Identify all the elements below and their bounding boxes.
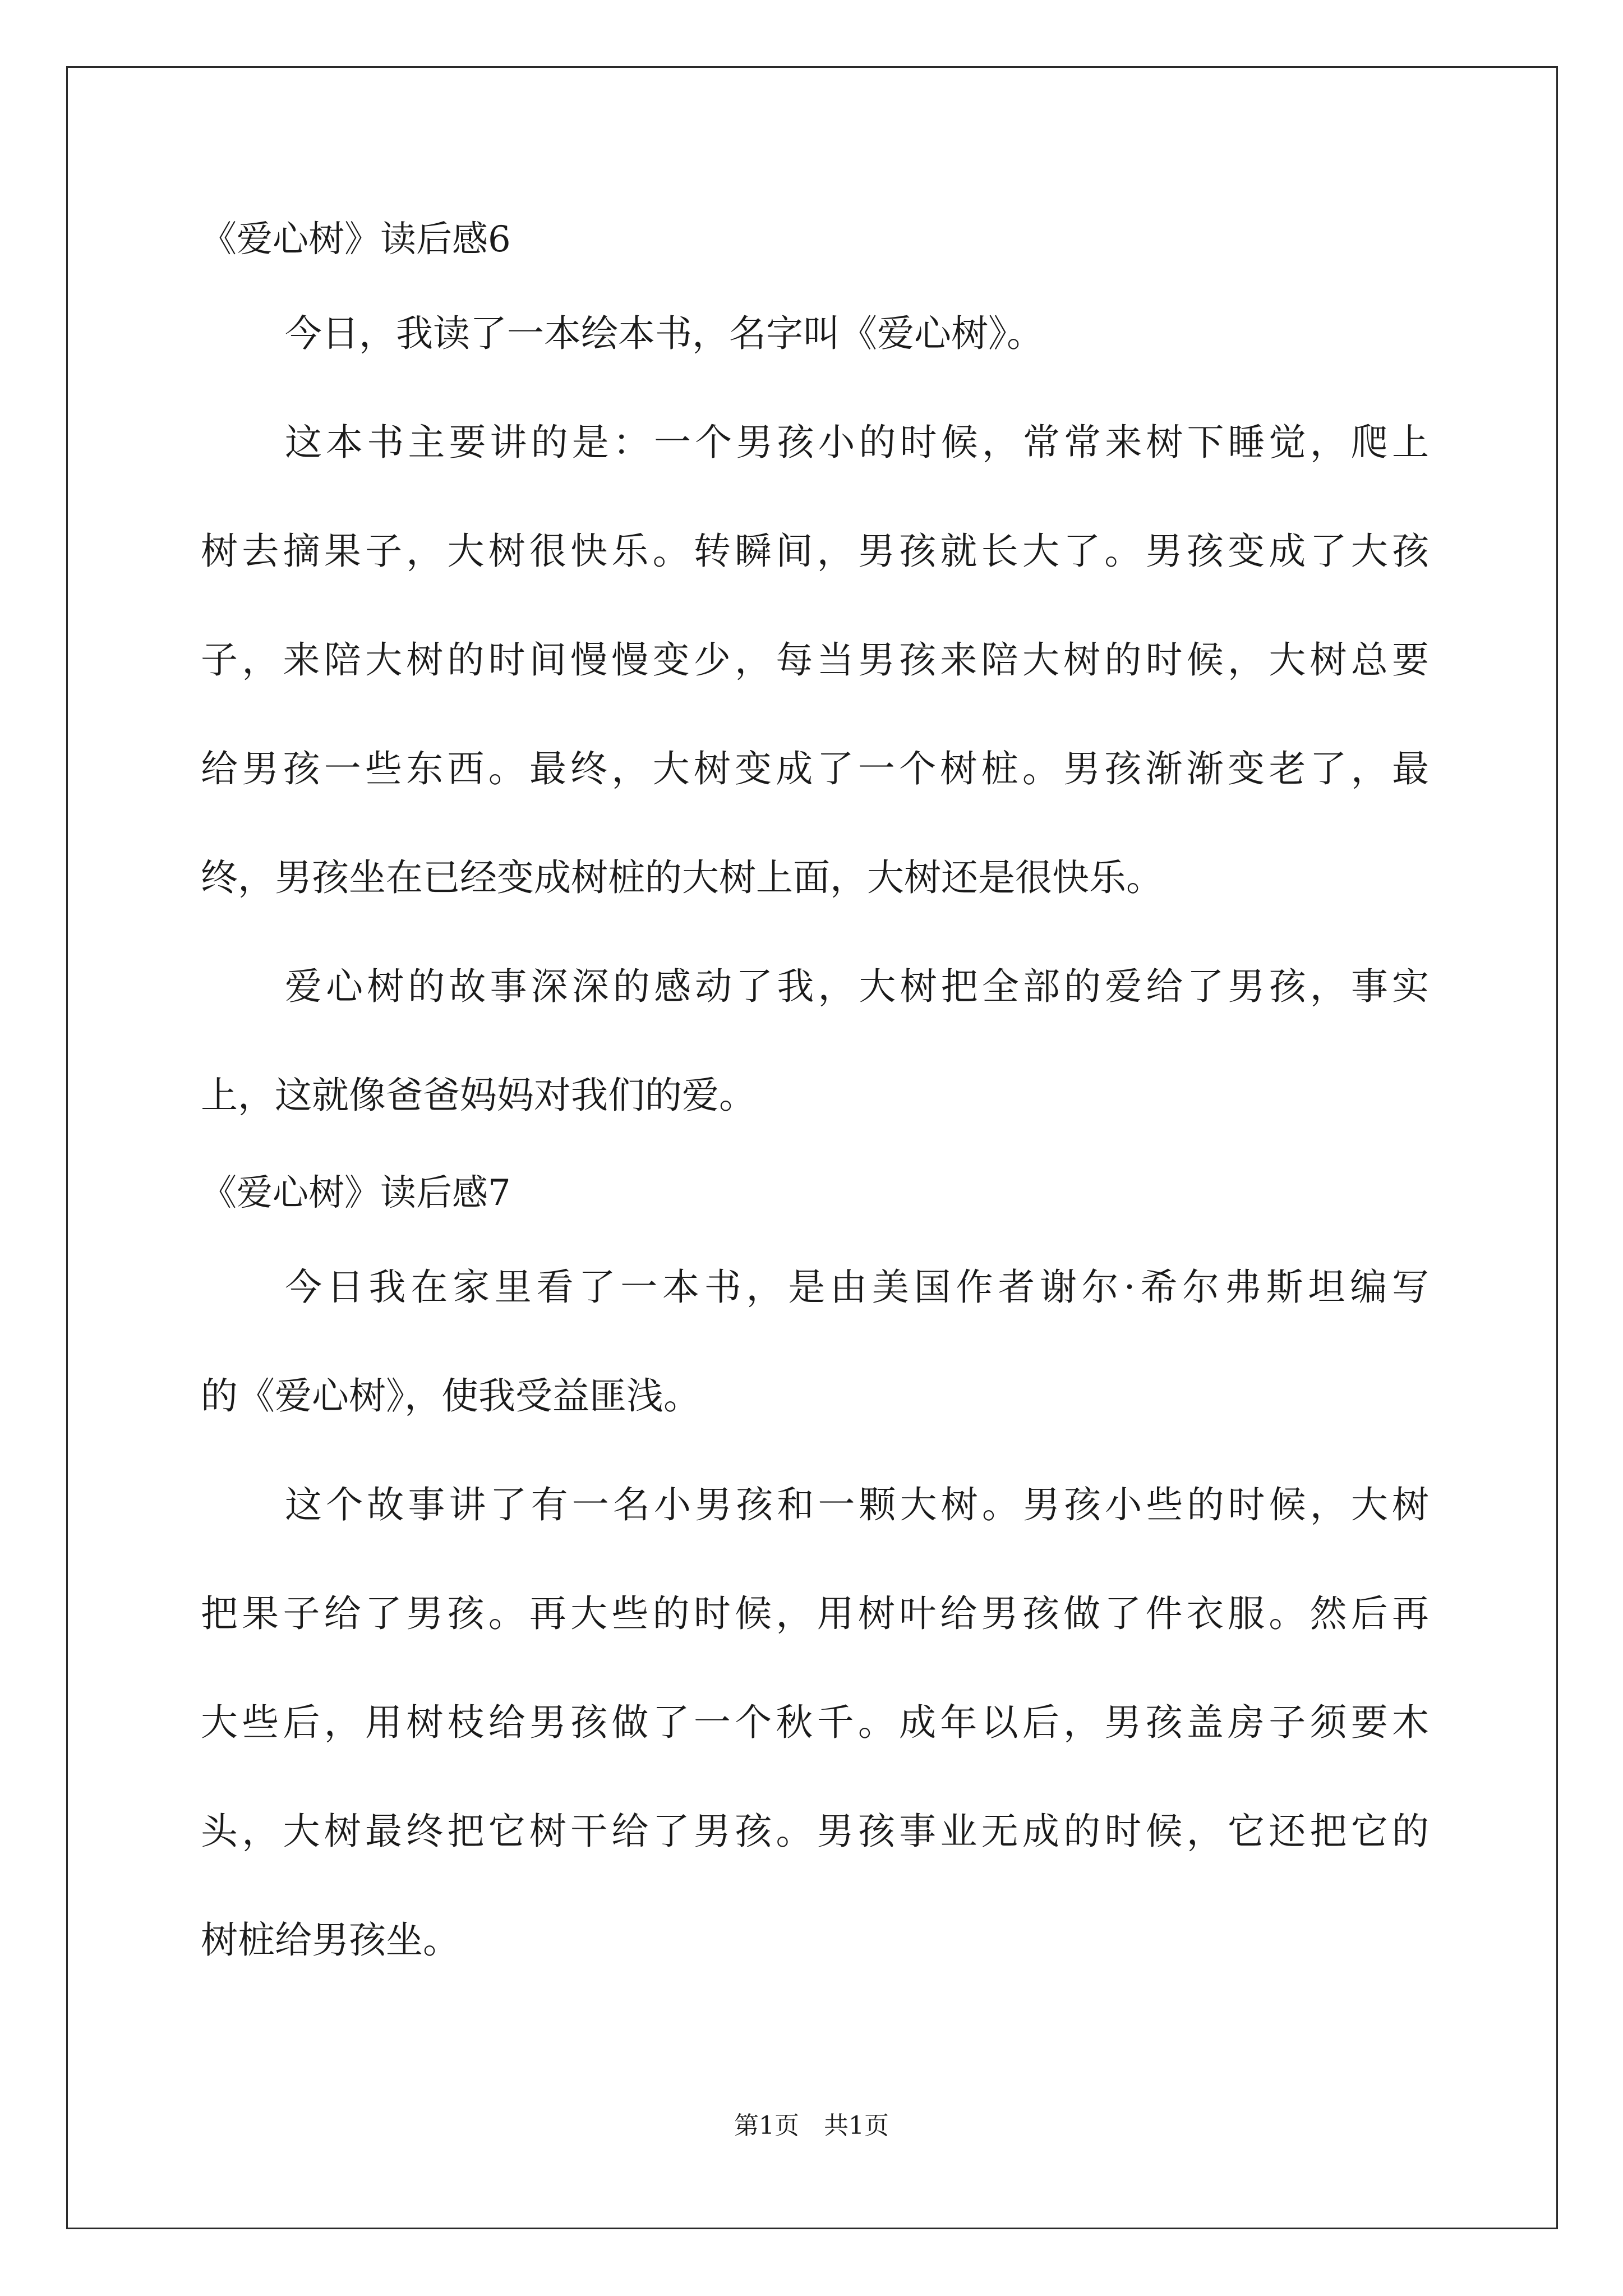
- text-line: 这本书主要讲的是：一个男孩小的时候，常常来树下睡觉，爬上: [285, 421, 1429, 464]
- document-body: [201, 213, 1429, 2023]
- section-6-paragraph-3: [201, 960, 1429, 1122]
- section-6-paragraph-2: [201, 416, 1429, 904]
- text-line: 终，男孩坐在已经变成树桩的大树上面，大树还是很快乐。: [201, 856, 1163, 899]
- text-line: 今日，我读了一本绘本书，名字叫《爱心树》。: [285, 312, 1044, 355]
- text-line: 把果子给了男孩。再大些的时候，用树叶给男孩做了件衣服。然后再: [201, 1592, 1429, 1635]
- section-7-heading: 《爱心树》读后感7: [201, 1172, 511, 1214]
- text-line: 树桩给男孩坐。: [201, 1918, 460, 1962]
- text-line: 的《爱心树》，使我受益匪浅。: [201, 1374, 700, 1418]
- text-line: 给男孩一些东西。最终，大树变成了一个树桩。男孩渐渐变老了，最: [201, 747, 1429, 790]
- section-7-paragraph-2: [201, 1479, 1429, 1967]
- section-6-heading: 《爱心树》读后感6: [201, 219, 511, 260]
- text-line: 大些后，用树枝给男孩做了一个秋千。成年以后，男孩盖房子须要木: [201, 1701, 1429, 1744]
- page-number-footer: 第1页 共1页: [734, 2111, 889, 2140]
- text-line: 这个故事讲了有一名小男孩和一颗大树。男孩小些的时候，大树: [285, 1483, 1429, 1526]
- text-line: 爱心树的故事深深的感动了我，大树把全部的爱给了男孩，事实: [285, 965, 1429, 1008]
- text-line: 树去摘果子，大树很快乐。转瞬间，男孩就长大了。男孩变成了大孩: [201, 530, 1429, 573]
- text-line: 头，大树最终把它树干给了男孩。男孩事业无成的时候，它还把它的: [201, 1810, 1429, 1853]
- section-6-paragraph-1: [201, 307, 1429, 360]
- text-line: 今日我在家里看了一本书，是由美国作者谢尔·希尔弗斯坦编写: [285, 1266, 1429, 1309]
- section-7-paragraph-1: [201, 1261, 1429, 1423]
- text-line: 子，来陪大树的时间慢慢变少，每当男孩来陪大树的时候，大树总要: [201, 638, 1429, 682]
- text-line: 上，这就像爸爸妈妈对我们的爱。: [201, 1074, 756, 1117]
